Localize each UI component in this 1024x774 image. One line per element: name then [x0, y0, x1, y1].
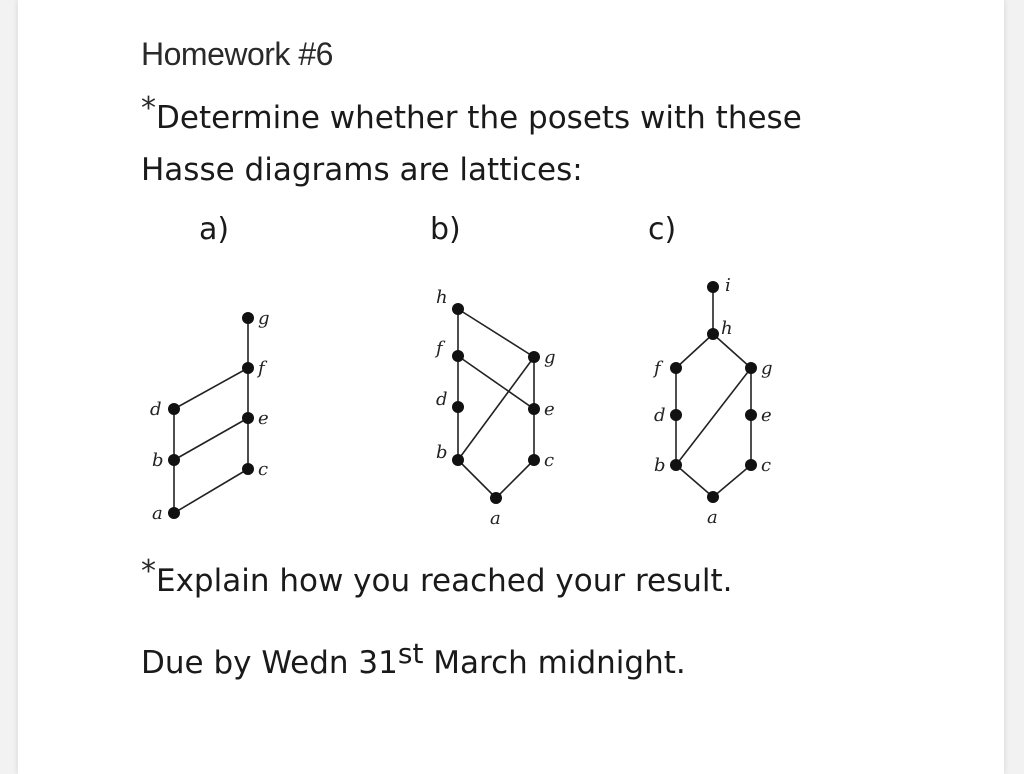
asterisk-marker: *	[141, 91, 156, 126]
question-1-text: Determine whether the posets with these	[156, 100, 802, 136]
due-suffix: March midnight.	[423, 645, 686, 681]
edge-a-c	[174, 469, 248, 513]
node-b	[452, 454, 464, 466]
node-label-e: e	[258, 408, 269, 429]
node-a	[490, 492, 502, 504]
node-c	[528, 454, 540, 466]
edge-b-e	[174, 418, 248, 460]
node-g	[745, 362, 757, 374]
node-g	[528, 351, 540, 363]
hasse-diagram-b	[434, 287, 556, 529]
node-i	[707, 281, 719, 293]
page-title: Homework #6	[141, 36, 333, 72]
node-label-c: c	[544, 450, 555, 471]
question-2-text: Explain how you reached your result.	[156, 563, 733, 599]
edge-b-g	[676, 368, 751, 465]
node-label-c: c	[258, 459, 269, 480]
node-label-b: b	[436, 442, 448, 463]
node-label-d: d	[436, 389, 448, 410]
node-label-f: f	[654, 358, 661, 379]
node-label-a: a	[490, 508, 501, 529]
edge-b-g	[458, 357, 534, 460]
node-c	[745, 459, 757, 471]
node-label-d: d	[654, 405, 666, 426]
question-2	[141, 554, 733, 599]
node-h	[707, 328, 719, 340]
edge-a-b	[676, 465, 713, 497]
node-d	[168, 403, 180, 415]
edge-a-c	[713, 465, 751, 497]
node-label-d: d	[150, 399, 162, 420]
edge-d-f	[174, 368, 248, 409]
node-label-g: g	[544, 347, 556, 368]
node-a	[707, 491, 719, 503]
node-d	[670, 409, 682, 421]
node-f	[452, 350, 464, 362]
node-label-c: c	[761, 455, 772, 476]
question-1-line-2: Hasse diagrams are lattices:	[141, 152, 583, 188]
node-f	[670, 362, 682, 374]
edge-f-h	[676, 334, 713, 368]
node-e	[745, 409, 757, 421]
node-label-f: f	[258, 358, 265, 379]
asterisk-marker: *	[141, 554, 156, 589]
node-label-e: e	[544, 399, 555, 420]
node-e	[242, 412, 254, 424]
node-label-b: b	[152, 450, 164, 471]
edge-a-b	[458, 460, 496, 498]
edge-g-h	[458, 309, 534, 357]
due-date	[141, 637, 686, 681]
node-c	[242, 463, 254, 475]
node-a	[168, 507, 180, 519]
due-prefix: Due by Wedn 31	[141, 645, 398, 681]
node-label-i: i	[725, 275, 731, 296]
node-label-f: f	[436, 338, 443, 359]
node-label-h: h	[721, 318, 733, 339]
node-label-b: b	[654, 455, 666, 476]
node-label-e: e	[761, 405, 772, 426]
node-d	[452, 401, 464, 413]
node-label-h: h	[436, 287, 448, 308]
edge-g-h	[713, 334, 751, 368]
edge-f-e	[458, 356, 534, 409]
node-h	[452, 303, 464, 315]
node-b	[168, 454, 180, 466]
hasse-diagram-c	[652, 275, 773, 528]
node-label-g: g	[258, 308, 270, 329]
node-g	[242, 312, 254, 324]
node-label-g: g	[761, 358, 773, 379]
edge-a-c	[496, 460, 534, 498]
node-label-a: a	[152, 503, 163, 524]
node-f	[242, 362, 254, 374]
hasse-diagram-a	[150, 308, 270, 524]
due-superscript: st	[397, 637, 424, 670]
part-c-label: c)	[648, 212, 677, 247]
part-b-label: b)	[430, 212, 461, 247]
node-label-a: a	[707, 507, 718, 528]
node-e	[528, 403, 540, 415]
node-b	[670, 459, 682, 471]
part-a-label: a)	[199, 212, 230, 247]
